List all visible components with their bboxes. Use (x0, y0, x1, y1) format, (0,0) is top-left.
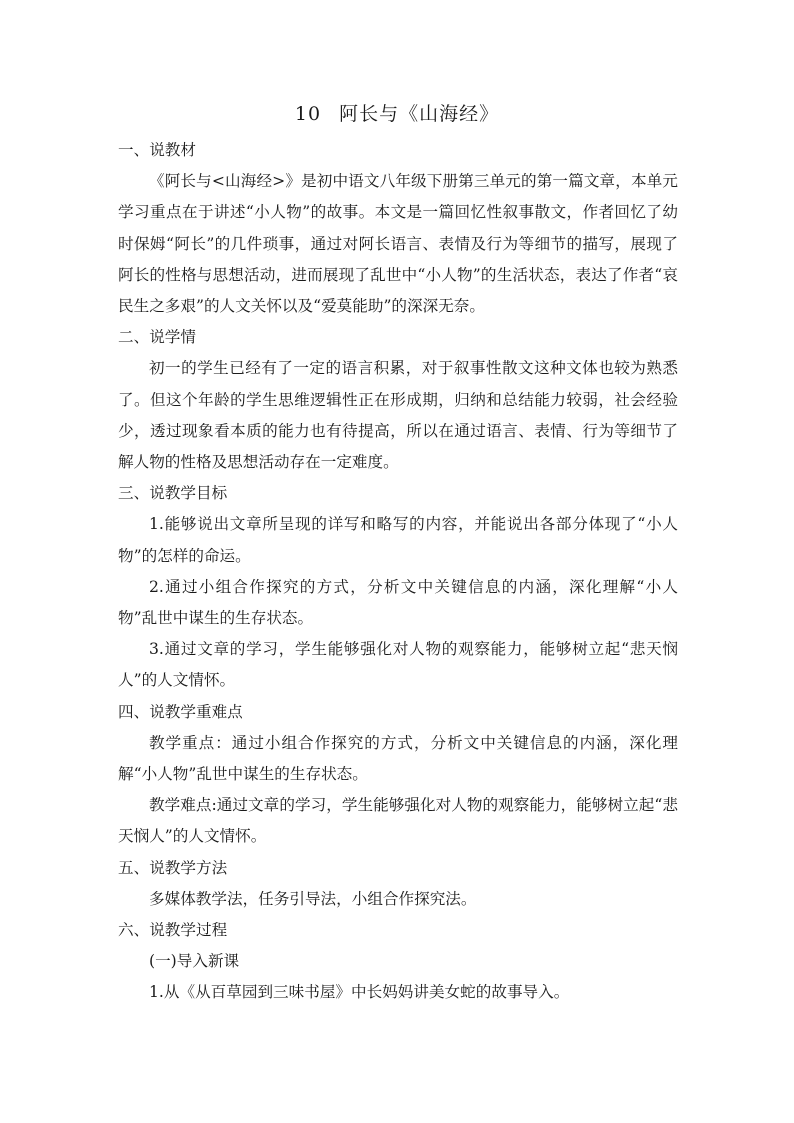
difficult-point: 教学难点:通过文章的学习，学生能够强化对人物的观察能力，能够树立起“悲天悯人”的人文情怀。 (118, 796, 678, 846)
section-methods (118, 853, 678, 915)
section-students (118, 322, 678, 478)
lesson-title: 阿长与《山海经》 (339, 103, 500, 125)
section-heading: 四、说教学重难点 (118, 702, 243, 721)
section-textbook (118, 135, 678, 322)
section-heading: 一、说教材 (118, 141, 196, 159)
key-point: 教学重点：通过小组合作探究的方式，分析文中关键信息的内涵，深化理解“小人物”乱世中谋生的生存状态。 (118, 733, 678, 784)
document-body (118, 135, 678, 1009)
paragraph: 《阿长与<山海经>》是初中语文八年级下册第三单元的第一篇文章，本单元学习重点在于讲述“小人物”的故事。本文是一篇回忆性叙事散文，作者回忆了幼时保姆“阿长”的几件琐事，通过对阿长语言、表情及行为等细节的描写，展现了阿长的性格与思想活动，进而展现了乱世中“小人物”的生活状态，表达了作者“哀民生之多艰”的人文关怀以及“爱莫能助”的深深无奈。 (118, 172, 678, 316)
section-heading: 二、说学情 (118, 328, 196, 347)
lesson-number: 10 (294, 103, 322, 125)
paragraph: 初一的学生已经有了一定的语言积累，对于叙事性散文这种文体也较为熟悉了。但这个年龄的学生思维逻辑性正在形成期，归纳和总结能力较弱，社会经验少，透过现象看本质的能力也有待提高，所以在通过语言、表情、行为等细节了解人物的性格及思想活动存在一定难度。 (118, 359, 678, 472)
section-heading: 五、说教学方法 (118, 858, 228, 877)
paragraph: 多媒体教学法，任务引导法，小组合作探究法。 (149, 889, 477, 908)
section-key-points (118, 697, 678, 853)
section-process (118, 915, 678, 1009)
objective-item: 3.通过文章的学习，学生能够强化对人物的观察能力，能够树立起“悲天悯人”的人文情怀。 (118, 640, 678, 690)
section-heading: 三、说教学目标 (118, 484, 228, 503)
objective-item: 1.能够说出文章所呈现的详写和略写的内容，并能说出各部分体现了“小人物”的怎样的命运。 (118, 515, 678, 565)
subsection-heading: (一)导入新课 (149, 952, 240, 971)
document-title (0, 100, 794, 128)
section-heading: 六、说教学过程 (118, 921, 228, 940)
paragraph: 1.从《从百草园到三味书屋》中长妈妈讲美女蛇的故事导入。 (149, 983, 570, 1002)
section-objectives (118, 478, 678, 696)
objective-item: 2.通过小组合作探究的方式，分析文中关键信息的内涵，深化理解“小人物”乱世中谋生的生存状态。 (118, 577, 678, 628)
